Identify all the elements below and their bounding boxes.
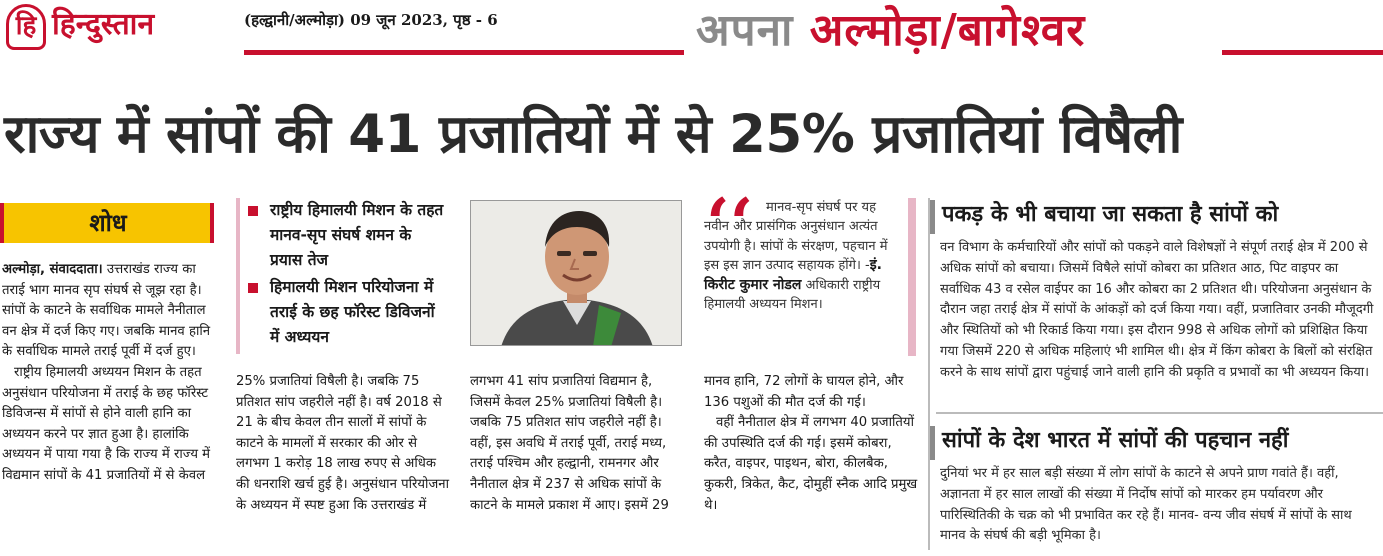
paragraph-text: उत्तराखंड राज्य का तराई भाग मानव सृप संघर्ष से जूझ रहा है। सांपों के काटने के सर्वाधिक मामले नैनीताल वन क्षेत्र में दर्ज किए गए। जबकि मानव हानि के सर्वाधिक मामले तराई पूर्वी में दर्ज हुए। <box>2 262 211 360</box>
article-paragraph-4: लगभग 41 सांप प्रजातियां विद्यमान है, जिसमें केवल 25% प्रजातियां विषैली है। जबकि 75 प्रतिशत सांप जहरीले नहीं है। वहीं, इस अवधि में तराई पूर्वी, तराई मध्य, तराई पश्चिम और हल्द्वानी, रामनगर और नैनीताल क्षेत्र में 237 से अधिक सांपों के काटने के मामले प्रकाश में आए। इसमें 29 <box>470 374 669 513</box>
portrait-photo <box>470 200 682 346</box>
article-paragraph-2: राष्ट्रीय हिमालयी अध्ययन मिशन के तहत अनुसंधान परियोजना में तराई के छह फॉरेस्ट डिविजन्स में सांपों से होने वाली हानि का अध्ययन करने पर ज्ञात हुआ है। हालांकि अध्ययन में पाया गया है कि राज्य में राज्य में विद्यमान सांपों के 41 प्रजातियों में से केवल <box>2 364 211 483</box>
section-title-region: अल्मोड़ा/बागेश्वर <box>809 5 1086 56</box>
article-column-3 <box>470 372 684 556</box>
highlights-accent-bar <box>236 198 240 354</box>
masthead-rule-left <box>244 50 684 55</box>
section-title <box>696 4 1085 58</box>
sidebar-separator <box>936 412 1383 414</box>
edition-date-page: (हल्द्वानी/अल्मोड़ा) 09 जून 2023, पृष्ठ - 6 <box>244 11 498 29</box>
article-column-2 <box>236 372 450 556</box>
highlights-list <box>248 198 448 352</box>
square-bullet-icon <box>248 206 258 216</box>
section-title-prefix: अपना <box>696 5 794 56</box>
masthead-rule-right <box>1222 50 1383 55</box>
sidebar-1-accent <box>930 200 935 234</box>
quote-body <box>704 198 904 314</box>
quote-accent-bar <box>908 198 916 356</box>
hindustan-logo-emblem: हि <box>6 4 46 50</box>
sidebar-2-body: दुनियां भर में हर साल बड़ी संख्या में लोग सांपों के काटने से अपने प्राण गवांते हैं। वहीं, अज्ञानता में हर साल लाखों की संख्या में निर्दोष सांपों को मारकर हम पर्यावरण और पारिस्थितिकी के चक्र को भी प्रभावित कर रहे हैं। मानव- वन्य जीव संघर्ष में सांपों के साथ मानव के संघर्ष की बड़ी भूमिका है। <box>940 466 1352 544</box>
article-paragraph-3: 25% प्रजातियां विषैली है। जबकि 75 प्रतिशत सांप जहरीले नहीं है। वर्ष 2018 से 21 के बीच केवल तीन सालों में सांपों के काटने के मामलों में सरकार की ओर से लगभग 1 करोड़ 18 लाख रुपए से अधिक की धनराशि खर्च हुई है। अनुसंधान परियोजना के अध्ययन में स्पष्ट हुआ कि उत्तराखंड में <box>236 374 449 513</box>
sidebar-1-body: वन विभाग के कर्मचारियों और सांपों को पकड़ने वाले विशेषज्ञों ने संपूर्ण तराई क्षेत्र में 200 से अधिक सांपों को बचाया। जिसमें विषैले सांपों कोबरा का प्रतिशत आठ, पिट वाइपर का सर्वाधिक 43 व रसेल वाईपर का 16 और कोबरा का 2 प्रतिशत थी। परियोजना अनुसंधान के दौरान जहा तराई क्षेत्र में सांपों के आंकड़ों को दर्ज किया गया। वहीं, प्रजातिवार उनकी मौजूदगी और स्थितियों को भी रिकार्ड किया गया। इस दौरान 998 से अधिक लोगों को प्रशिक्षित किया गया जिसमें 220 से अधिक महिलाएं भी शामिल थी। क्षेत्र में किंग कोबरा के बिलों को संरक्षित करने के साथ सांपों द्वारा पहुंचाई जाने वाली हानि की प्रकृति व प्रभावों का भी अध्ययन किया। <box>940 240 1374 380</box>
newspaper-name: हिन्दुस्तान <box>52 7 155 42</box>
quote-designation: अधिकारी राष्ट्रीय हिमालयी अध्ययन मिशन। <box>704 277 881 313</box>
article-column-1 <box>2 260 214 556</box>
quote-mark-icon: ‘‘ <box>706 184 754 264</box>
sidebar-2-title: सांपों के देश भारत में सांपों की पहचान नहीं <box>942 428 1289 453</box>
sidebar-2-accent <box>930 426 935 460</box>
article-paragraph-5: मानव हानि, 72 लोगों के घायल होने, और 136 पशुओं की मौत दर्ज की गई। <box>704 374 904 410</box>
byline: अल्मोड़ा, संवाददाता। <box>2 262 103 277</box>
column-divider <box>928 198 930 550</box>
sidebar-1-title: पकड़ के भी बचाया जा सकता है सांपों को <box>942 202 1279 227</box>
masthead <box>0 0 1383 62</box>
quote-author: इं. किरीट कुमार नोडल <box>704 257 882 293</box>
pull-quote <box>704 184 904 356</box>
portrait-man-icon <box>471 201 682 346</box>
article-column-4 <box>704 372 918 556</box>
highlight-text: हिमालयी मिशन परियोजना में तराई के छह फॉरेस्ट डिविजनों में अध्ययन <box>270 278 435 346</box>
highlight-item <box>248 198 448 273</box>
article-paragraph-1 <box>2 260 214 363</box>
category-tag: शोध <box>89 209 127 237</box>
article-headline: राज्य में सांपों की 41 प्रजातियों में से 25% प्रजातियां विषैली <box>4 104 1182 165</box>
article-paragraph-6: वहीं नैनीताल क्षेत्र में लगभग 40 प्रजातियों की उपस्थिति दर्ज की गई। इसमें कोबरा, करैत, वाइपर, पाइथन, बोरा, कीलबैक, कुकरी, त्रिकेत, कैट, दोमुहीं स्नैक आदि प्रमुख थे। <box>704 415 918 513</box>
square-bullet-icon <box>248 283 258 293</box>
quote-text: मानव-सृप संघर्ष पर यह नवीन और प्रासंगिक अनुसंधान अत्यंत उपयोगी है। सांपों के संरक्षण, पहचान में इस इस ज्ञान उत्पाद सहायक होंगे। - <box>704 200 888 274</box>
highlight-item <box>248 275 448 350</box>
highlight-text: राष्ट्रीय हिमालयी मिशन के तहत मानव-सृप संघर्ष शमन के प्रयास तेज <box>270 201 444 269</box>
